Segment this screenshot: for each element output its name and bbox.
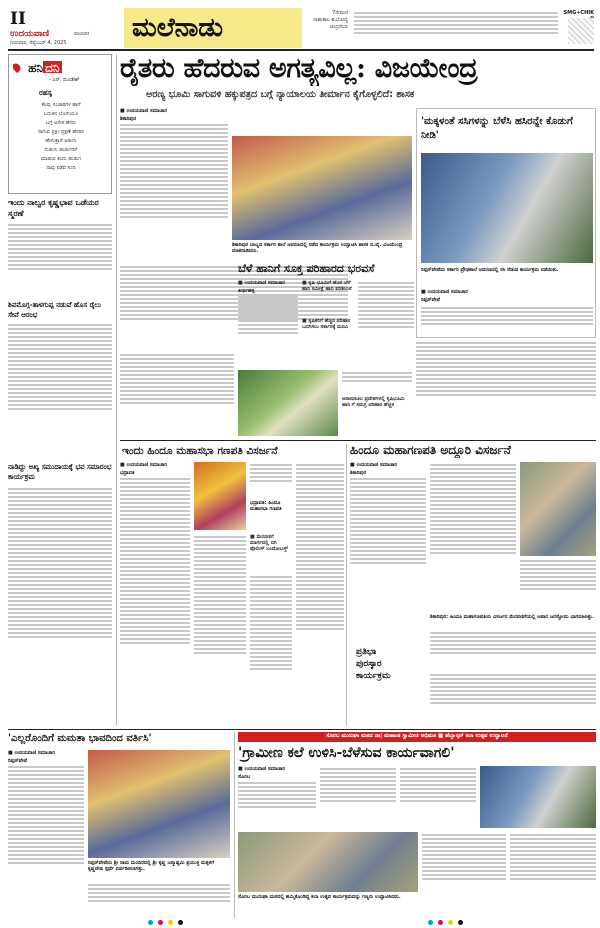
ganapati2-caption: ಶಿಕಾರಿಪುರ: ಹಿಂದೂ ಮಹಾಗಣಪತಿಯ ವಿಸರ್ಜನ ಮೆರವಣಿಗೆಯಲ್ಲಿ ಅಪಾರ ಜನಸ್ತೋಮ ಭಾಗವಹಿಸಿತ್ತು.: [430, 614, 595, 620]
bottom-right-col5: [510, 832, 596, 918]
registration-mark-yellow: [168, 920, 173, 925]
side-story-byline: ■ ಉದಯವಾಣಿ ಸಮಾಚಾರ: [421, 289, 468, 295]
crop-photo: [238, 370, 338, 436]
registration-marks: [8, 920, 596, 926]
ganapati1-col3: [296, 462, 344, 726]
poem-line: ಬದುಕಿನ ಬೋನಿಯೂ: [43, 111, 79, 117]
sidebar-story2-body: [8, 322, 112, 458]
prathibha-line-1: ಪ್ರತಿಭಾ: [356, 647, 377, 657]
poem-line: ನಾವು ನಡೆವ ಸಂದಿ: [46, 165, 76, 171]
lead-dateline: ಶಿಕಾರಿಪುರ: [120, 116, 137, 122]
date-line: ಗುರುವಾರ, ಸೆಪ್ಟೆಂಬರ್ 4, 2025: [10, 40, 67, 46]
ganapati1-col1: [120, 462, 190, 726]
lead-photo-caption: ಶಿಕಾರಿಪುರ ಬಾಲ್ಯದ ಸರ್ಕಾರಿ ಶಾಲೆ ಆವರಣದಲ್ಲಿ ನಡೆದ ಕಾರ್ಯಕ್ರಮ ಉದ್ಘಾಟಿಸಿ ಶಾಸಕ ಬಿ.ವೈ. ವಿಜಯೇಂದ್ರ ಮಾತನಾಡಿದರು.: [232, 242, 403, 254]
ganapati2-dateline: ಶಿಕಾರಿಪುರ: [350, 470, 367, 476]
section-title: ಮಲೆನಾಡು: [132, 13, 224, 43]
bottom-left-photo: [88, 750, 230, 858]
paper-name: ಉದಯವಾಣಿ: [10, 29, 50, 39]
bottom-left-headline: 'ಎಲ್ಲರೊಂದಿಗೆ ಮಮತಾ ಭಾವದಿಂದ ವರ್ತಿಸಿ': [8, 733, 152, 744]
registration-mark-magenta: [158, 920, 163, 925]
bottom-left-dateline: ರಿಪ್ಪನ್‌ಪೇಟೆ: [8, 758, 27, 764]
bottom-right-col3: [400, 766, 476, 828]
lead-subhead: ಅರಣ್ಯ ಭೂಮಿ ಸಾಗುವಳಿ ಹಕ್ಕುಪತ್ರದ ಬಗ್ಗೆ ನ್ಯಾಯಾಲಯ ತೀರ್ಮಾನ ಕೈಗೊಳ್ಳಲಿದೆ: ಶಾಸಕ: [146, 89, 415, 100]
masthead: [8, 8, 594, 48]
poem-line: ಹೇಳುತ್ತಾನೆ ಅಡುಗು: [45, 138, 77, 144]
registration-mark-cyan: [148, 920, 153, 925]
hani-label: ಹನಿ: [28, 61, 44, 73]
poem-title: ರಹಸ್ಯ: [39, 89, 53, 97]
ganapati1-byline: ■ ಉದಯವಾಣಿ ಸಮಾಚಾರ: [120, 462, 167, 468]
crop-byline: ■ ಉದಯವಾಣಿ ಸಮಾಚಾರ: [238, 280, 285, 286]
bottom-right-photo: [480, 766, 596, 828]
ganapati1-col2c: [250, 574, 292, 726]
sidebar-divider: [116, 54, 117, 726]
rtr-swatch: [568, 18, 594, 44]
prathibha-body: [430, 672, 596, 726]
crop-body: [342, 370, 412, 394]
registration-mark-yellow-2: [448, 920, 453, 925]
poem-line: ಬಗ್ಗೆ ಅನೇಕ ಹೆಸರು: [45, 120, 77, 126]
bottom-right-dateline: ಸೊರಬ: [238, 774, 251, 780]
section-rule-1: [120, 440, 596, 441]
bottom-left-byline: ■ ಉದಯವಾಣಿ ಸಮಾಚಾರ: [8, 750, 55, 756]
section-banner: [124, 8, 302, 48]
paper-suffix: ಪಾಲಾದಿಕ: [74, 31, 90, 37]
edition-line-2: ರಾಹುಕಾಲ ಶುಭೋದ್ಯ: [313, 17, 348, 23]
masthead-briefs: [354, 10, 558, 46]
lead-col1: [120, 108, 228, 263]
bottom-left-col1: [8, 750, 84, 918]
hani-dani-box: [8, 54, 112, 194]
bottom-right-kicker: ಸೊರಬ ಮುರುಘಾ ಮಠದ ಡಾ| ಮಹಾಂತ ಸ್ವಾಮೀಜಿ ಅಭಿಮತ ■ ಹೆಬ್ಬಾಳ್ಕರ್ ಕಲಾ ಉತ್ಸವ ಉದ್ಘಾಟನೆ: [238, 732, 596, 742]
lead-photo: [232, 136, 412, 240]
ganapati1-col2b: [194, 534, 246, 726]
rtr-code: SMG+CHIK: [563, 10, 594, 16]
bottom-right-headline: 'ಗ್ರಾಮೀಣ ಕಲೆ ಉಳಿಸಿ-ಬೆಳೆಸುವ ಕಾರ್ಯವಾಗಲಿ': [238, 745, 455, 761]
registration-mark-cyan-2: [428, 920, 433, 925]
section-rule-2: [8, 729, 596, 730]
ganapati1-caption: ಭದ್ರಾವತಿ: ಹಿಂದೂ ಮಹಾಸಭಾ ಗಣಪತಿ: [250, 500, 282, 512]
crop-pull-1: ■ ಕೃಷಿ ಭೂಮಿಗೆ ಹೊಸ ಬೆಳೆ ಹಾನಿ ಸಮೀಕ್ಷೆ ಹಾನಿ ಪರಿಶೀಲನೆ: [302, 280, 352, 292]
poem-line: ಮಾಡುವ ತಂದು ಹುಡುಗ: [41, 156, 81, 162]
drop-icon: [13, 62, 22, 73]
side-story-headline: 'ಮಕ್ಕಳಂತೆ ಸಸಿಗಳನ್ನು ಬೆಳೆಸಿ ಹಸಿರನ್ನೇ ಕೊಡುಗೆ ನೀಡಿ': [421, 116, 573, 141]
bottom-left-caption: ರಿಪ್ಪನ್‌ಪೇಟೆಯ ಶ್ರೀ ರಾಮ ಮಂದಿರದಲ್ಲಿ ಶ್ರೀ ಕೃಷ್ಣ ಜನ್ಮಾಷ್ಟಮಿ ಪ್ರಯುಕ್ತ ಮಕ್ಕಳಿಗೆ ಕೃಷ್ಣವೇಷ ಸ್ಪರ್ಧೆ ಏರ್ಪಡಿಸಲಾಗಿತ್ತು.: [88, 860, 215, 872]
prathibha-line-3: ಕಾರ್ಯಕ್ರಮ: [356, 671, 391, 681]
side-story-dateline: ರಿಪ್ಪನ್‌ಪೇಟೆ: [421, 297, 440, 303]
crop-headline: ಬೆಳೆ ಹಾನಿಗೆ ಸೂಕ್ತ ಪರಿಹಾರದ ಭರವಸೆ: [238, 262, 375, 275]
prathibha-line-2: ಪುರಸ್ಕಾರ: [356, 659, 382, 669]
ganapati-divider: [346, 444, 347, 726]
sidebar-story2-title: ಶಿವಮೊಗ್ಗ-ತಾಳಗುಪ್ಪ ನಡುವೆ ಹೊಸ ರೈಲು ಸೇವೆ ಆರಂಭ: [8, 300, 102, 319]
lead-headline: ರೈತರು ಹೆದರುವ ಅಗತ್ಯವಿಲ್ಲ: ವಿಜಯೇಂದ್ರ: [120, 53, 478, 84]
crop-box-label: ಅನಾನುಕೂಲ ಪ್ರದೇಶಗಳಲ್ಲಿ ಕೃಷಿಭೂಮಿ ಹಾನಿ ಗೆ ಸಮಗ್ರ ಪರಿಹಾರ ಹೆಚ್ಚಳ: [342, 396, 405, 408]
sidebar-story3-title: ನಾಡಿದ್ದು ಅಖ್ಯ ಸಮುದಾಯಕ್ಕೆ ಭವ ಸಮಾರಂಭ ಕಾರ್ಯಕ್ರಮ: [8, 462, 112, 481]
registration-mark-black-2: [458, 920, 463, 925]
sidebar-story3-body: [8, 486, 112, 722]
ganapati1-pull: ■ ಮೆರವಣಿಗೆ ಮಾರ್ಗದಲ್ಲಿ ಬಿಗಿ ಪೊಲೀಸ್ ಬಂದೋಬಸ್ತ್: [250, 534, 288, 552]
lead-col-bottom: [120, 352, 234, 436]
ganapati2-bottom: [430, 630, 596, 670]
bottom-divider: [234, 732, 235, 918]
sidebar-story1-body: [8, 222, 112, 296]
side-story-continued: [416, 340, 596, 430]
ganapati1-photo: [194, 462, 246, 530]
poem-line: ಗುಡುಗು ಹುಡುಗರಿಗೆ: [44, 147, 78, 153]
prathibha-box: [352, 616, 426, 726]
bottom-right-caption: ಸೊರಬ ಮುರುಘಾ ಮಠದಲ್ಲಿ ಹಮ್ಮಿಕೊಂಡಿದ್ದ ಕಲಾ ಉತ್ಸವ ಕಾರ್ಯಕ್ರಮವನ್ನು ಗಣ್ಯರು ಉದ್ಘಾಟಿಸಿದರು.: [238, 894, 401, 900]
ganapati1-dateline: ಭದ್ರಾವತಿ: [120, 470, 135, 476]
poem-line: ಸಾಗುವ ಪ್ರಕ್ಷೀ ಪ್ರಕ್ಷಣೆ ಹೆಸರಿನ: [37, 129, 85, 135]
crop-dateline: ತೀರ್ಥಹಳ್ಳಿ: [238, 288, 255, 294]
bottom-right-col1: [238, 766, 316, 828]
ganapati2-col2: [430, 462, 516, 612]
poem-author: - ಎನ್. ದುಂಡೇಶ್: [49, 77, 80, 83]
bottom-right-photo-2: [238, 832, 418, 892]
bottom-right-byline: ■ ಉದಯವಾಣಿ ಸಮಾಚಾರ: [238, 766, 285, 772]
registration-mark-black: [178, 920, 183, 925]
side-story-caption: ರಿಪ್ಪನ್‌ಪೇಟೆಯ ಸರ್ಕಾರಿ ಪ್ರೌಢಶಾಲೆ ಆವರಣದಲ್ಲಿ ಸಸಿ ನೆಡುವ ಕಾರ್ಯಕ್ರಮ ನಡೆಯಿತು.: [421, 267, 559, 273]
masthead-rule: [8, 49, 594, 51]
bottom-right-col2: [320, 766, 396, 828]
sidebar-story1-title: ಇಂದು ನಾಲ್ವರ ಕೃಷ್ಣಭಾವ ಒಡೆಯರ ಸ್ಮರಣೆ: [8, 197, 99, 218]
edition-line-3: ಚಂದ್ರಗೆಲಪ: [329, 24, 348, 30]
lead-byline: ■ ಉದಯವಾಣಿ ಸಮಾಚಾರ: [120, 108, 167, 114]
ganapati2-photo: [520, 462, 596, 556]
edition-info: [304, 10, 348, 46]
side-story-body: [421, 305, 593, 335]
ganapati1-col2: [250, 462, 292, 498]
poem-body: [15, 101, 107, 173]
crop-col3: [358, 280, 414, 366]
side-story-photo: [421, 153, 593, 263]
ganapati2-byline: ■ ಉದಯವಾಣಿ ಸಮಾಚಾರ: [350, 462, 397, 468]
hani-dani-logo: [13, 57, 109, 73]
ganapati2-headline: ಹಿಂದೂ ಮಹಾಗಣಪತಿ ಅದ್ದೂರಿ ವಿಸರ್ಜನೆ: [350, 443, 511, 457]
ganapati2-col3: [520, 558, 596, 612]
crop-pull-2: ■ ಕೃಷಿಕರಿಗೆ ಹೆಚ್ಚಿನ ಪರಿಹಾರ ಒದಗಿಸಲು ಸರ್ಕಾರಕ್ಕೆ ಮನವಿ: [302, 318, 351, 330]
page-number: II: [10, 10, 26, 28]
ganapati2-col1: [350, 462, 426, 612]
poem-line: ಕೆಲವು ಸಂಚಾರಿಗಳ ಹಾಗೆ: [41, 102, 81, 108]
bottom-left-col2: [88, 882, 230, 918]
edition-line-1: 7ನೇಮಣಿ: [332, 10, 348, 16]
bottom-right-col4: [422, 832, 506, 918]
side-story-box: [416, 108, 596, 338]
registration-mark-magenta-2: [438, 920, 443, 925]
dani-label: ದನಿ: [45, 61, 60, 73]
crop-col1: [238, 280, 298, 366]
ganapati1-headline: ಇಂದು ಹಿಂದೂ ಮಹಾಸಭಾ ಗಣಪತಿ ವಿಸರ್ಜನೆ: [122, 445, 278, 457]
